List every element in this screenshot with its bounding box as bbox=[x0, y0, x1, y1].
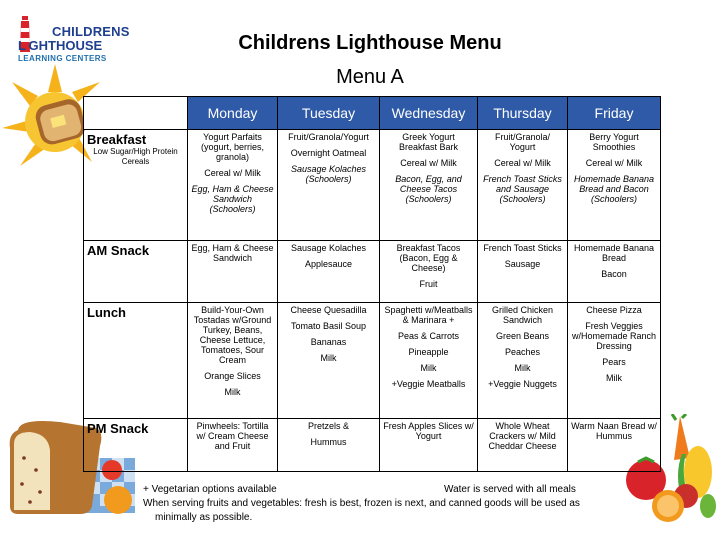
meal-label-lunch bbox=[84, 303, 188, 419]
table-row bbox=[84, 130, 661, 241]
menu-item: Cheese Quesadilla bbox=[290, 305, 367, 315]
menu-cell bbox=[278, 303, 380, 419]
menu-cell bbox=[380, 419, 478, 472]
menu-item: Homemade Banana Bread bbox=[573, 243, 655, 263]
menu-item: French Toast Sticks bbox=[483, 243, 562, 253]
menu-item: Cereal w/ Milk bbox=[400, 158, 457, 168]
menu-item: Peaches bbox=[504, 347, 541, 357]
menu-cell bbox=[188, 241, 278, 303]
menu-item: Sausage Kolaches bbox=[290, 243, 367, 253]
menu-cell bbox=[478, 419, 568, 472]
menu-cell bbox=[278, 419, 380, 472]
menu-cell bbox=[568, 130, 661, 241]
menu-item: Homemade Banana Bread and Bacon (Schoolers) bbox=[573, 174, 655, 204]
menu-item: Pinwheels: Tortilla w/ Cream Cheese and Fruit bbox=[196, 421, 269, 451]
water-note: Water is served with all meals bbox=[444, 484, 576, 495]
menu-item: Cereal w/ Milk bbox=[494, 158, 551, 168]
meal-label-am-snack bbox=[84, 241, 188, 303]
table-row bbox=[84, 419, 661, 472]
menu-item: Warm Naan Bread w/ Hummus bbox=[571, 421, 657, 441]
menu-item: Sausage Kolaches (Schoolers) bbox=[290, 164, 367, 184]
menu-cell bbox=[568, 419, 661, 472]
menu-item: Pretzels & bbox=[307, 421, 349, 431]
menu-item: Fruit/Granola/ Yogurt bbox=[494, 132, 551, 152]
menu-subtitle: Menu A bbox=[336, 66, 404, 88]
meal-sub-note: Low Sugar/High Protein Cereals bbox=[93, 147, 178, 166]
menu-item: Berry Yogurt Smoothies bbox=[589, 132, 639, 152]
table-corner bbox=[84, 97, 188, 130]
menu-item: Fruit/Granola/Yogurt bbox=[288, 132, 369, 142]
menu-item: Egg, Ham & Cheese Sandwich bbox=[191, 243, 274, 263]
fruit-veg-note-cont: minimally as possible. bbox=[155, 512, 253, 523]
menu-item: Fresh Apples Slices w/ Yogurt bbox=[383, 421, 474, 441]
menu-item: Fresh Veggies w/Homemade Ranch Dressing bbox=[571, 321, 657, 351]
menu-item: +Veggie Meatballs bbox=[391, 379, 466, 389]
menu-cell bbox=[188, 303, 278, 419]
menu-item: Cereal w/ Milk bbox=[204, 168, 261, 178]
day-header-tuesday: Tuesday bbox=[278, 97, 380, 130]
menu-item: Build-Your-Own Tostadas w/Ground Turkey, Beans, Cheese Lettuce, Tomatoes, Sour Cream bbox=[193, 305, 272, 365]
menu-item: Greek Yogurt Breakfast Bark bbox=[398, 132, 459, 152]
menu-item: Milk bbox=[420, 363, 437, 373]
menu-table bbox=[83, 96, 661, 472]
menu-cell bbox=[568, 303, 661, 419]
menu-item: Orange Slices bbox=[204, 371, 261, 381]
menu-item: Sausage bbox=[504, 259, 541, 269]
menu-item: Pineapple bbox=[408, 347, 449, 357]
menu-cell bbox=[478, 303, 568, 419]
menu-cell bbox=[188, 419, 278, 472]
menu-item: Bacon bbox=[601, 269, 627, 279]
day-header-wednesday: Wednesday bbox=[380, 97, 478, 130]
logo-text-lighthouse: L GHTHOUSE bbox=[18, 38, 103, 53]
meal-name: PM Snack bbox=[87, 421, 149, 436]
table-row bbox=[84, 241, 661, 303]
vegetarian-note: + Vegetarian options available bbox=[143, 484, 277, 495]
menu-item: Grilled Chicken Sandwich bbox=[491, 305, 554, 325]
menu-item: Hummus bbox=[310, 437, 347, 447]
menu-item: Cheese Pizza bbox=[586, 305, 642, 315]
menu-item: Overnight Oatmeal bbox=[290, 148, 367, 158]
menu-item: Milk bbox=[606, 373, 622, 383]
fruit-veg-note: When serving fruits and vegetables: fresh is best, frozen is next, and canned goods will be used as bbox=[143, 498, 580, 509]
menu-item: Yogurt Parfaits (yogurt, berries, granola) bbox=[200, 132, 265, 162]
menu-cell bbox=[380, 241, 478, 303]
menu-cell bbox=[568, 241, 661, 303]
menu-item: Fruit bbox=[419, 279, 438, 289]
menu-cell bbox=[380, 130, 478, 241]
menu-item: Spaghetti w/Meatballs & Marinara + bbox=[384, 305, 473, 325]
menu-item: Green Beans bbox=[495, 331, 550, 341]
menu-cell bbox=[188, 130, 278, 241]
menu-item: French Toast Sticks and Sausage (Schoolers) bbox=[483, 174, 562, 204]
day-header-monday: Monday bbox=[188, 97, 278, 130]
menu-item: Bacon, Egg, and Cheese Tacos (Schoolers) bbox=[395, 174, 462, 204]
meal-name: AM Snack bbox=[87, 243, 150, 258]
day-header-friday: Friday bbox=[568, 97, 661, 130]
page-title: Childrens Lighthouse Menu bbox=[238, 32, 502, 54]
logo-text-childrens: CHILDRENS bbox=[52, 24, 130, 39]
day-header-thursday: Thursday bbox=[478, 97, 568, 130]
menu-item: Breakfast Tacos (Bacon, Egg & Cheese) bbox=[396, 243, 461, 273]
menu-item: Bananas bbox=[310, 337, 347, 347]
meal-label-breakfast bbox=[84, 130, 188, 241]
menu-item: Pears bbox=[602, 357, 626, 367]
menu-cell bbox=[278, 241, 380, 303]
menu-item: Applesauce bbox=[304, 259, 353, 269]
menu-item: Milk bbox=[320, 353, 337, 363]
menu-item: Whole Wheat Crackers w/ Mild Cheddar Cheese bbox=[488, 421, 557, 451]
menu-cell bbox=[478, 241, 568, 303]
menu-cell bbox=[278, 130, 380, 241]
menu-item: +Veggie Nuggets bbox=[488, 379, 557, 389]
meal-name: Breakfast bbox=[87, 132, 147, 147]
menu-item: Cereal w/ Milk bbox=[585, 158, 643, 168]
menu-item: Milk bbox=[224, 387, 241, 397]
menu-cell bbox=[478, 130, 568, 241]
menu-item: Egg, Ham & Cheese Sandwich (Schoolers) bbox=[191, 184, 274, 214]
logo-text-learning-centers: LEARNING CENTERS bbox=[18, 54, 107, 63]
meal-name: Lunch bbox=[87, 305, 126, 320]
table-row bbox=[84, 303, 661, 419]
menu-item: Milk bbox=[514, 363, 531, 373]
meal-label-pm-snack bbox=[84, 419, 188, 472]
menu-item: Tomato Basil Soup bbox=[290, 321, 367, 331]
logo bbox=[12, 14, 132, 64]
menu-item: Peas & Carrots bbox=[397, 331, 460, 341]
menu-cell bbox=[380, 303, 478, 419]
